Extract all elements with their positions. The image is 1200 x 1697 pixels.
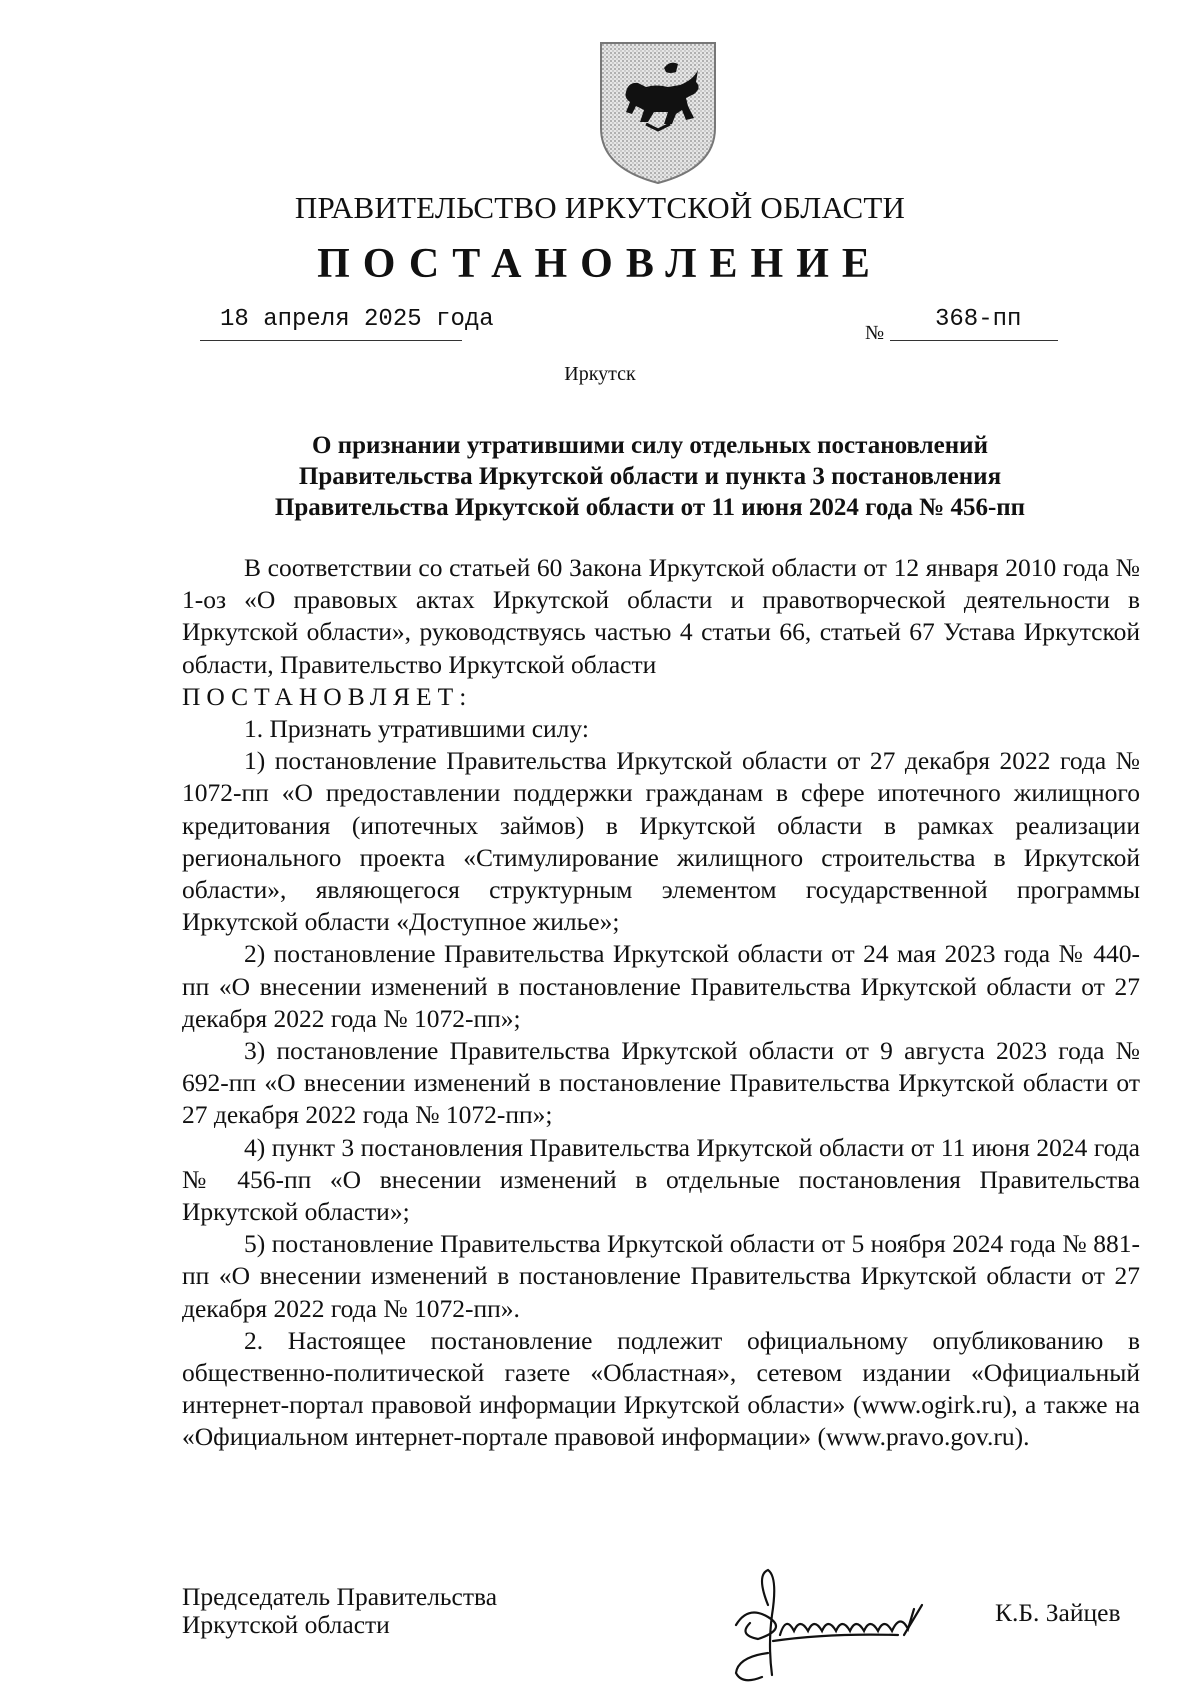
clause-2: 2. Настоящее постановление подлежит официальному опубликованию в общественно-политической газете «Областная», сетевом издании «Официальный интернет-портал правовой информации Иркутской области» (www.ogirk.ru), а также на «Официальном интернет-портале правовой информации» (www.pravo.gov.ru).: [182, 1325, 1140, 1452]
subject-line: Правительства Иркутской области от 11 июня 2024 года № 456-пп: [274, 494, 1026, 521]
document-subject: [210, 430, 1090, 523]
signer-position-line: Председатель Правительства: [182, 1582, 498, 1611]
resolves-word: ПОСТАНОВЛЯЕТ:: [182, 681, 473, 711]
signer-name: К.Б. Зайцев: [995, 1598, 1121, 1627]
signer-position: [182, 1583, 497, 1639]
government-name: ПРАВИТЕЛЬСТВО ИРКУТСКОЙ ОБЛАСТИ: [294, 190, 906, 225]
city-name: Иркутск: [564, 363, 636, 385]
document-type-title: ПОСТАНОВЛЕНИЕ: [317, 241, 883, 287]
document-body: [182, 552, 1140, 1454]
preamble-paragraph: В соответствии со статьей 60 Закона Иркутской области от 12 января 2010 года № 1-оз «О правовых актах Иркутской области и правотворческой деятельности в Иркутской области», руководствуясь частью 4 статьи 66, статьей 67 Устава Иркутской области, Правительство Иркутской области: [182, 553, 1140, 679]
subject-line: Правительства Иркутской области и пункта 3 постановления: [298, 463, 1002, 490]
subclause-1-2: 2) постановление Правительства Иркутской области от 24 мая 2023 года № 440-пп «О внесении изменений в постановление Правительства Иркутской области от 27 декабря 2022 года № 1072-пп»;: [182, 939, 1140, 1033]
subclause-1-3: 3) постановление Правительства Иркутской области от 9 августа 2023 года № 692-пп «О внесении изменений в постановление Правительства Иркутской области от 27 декабря 2022 года № 1072-пп»;: [182, 1036, 1140, 1130]
subject-line: О признании утратившими силу отдельных постановлений: [312, 432, 988, 459]
document-date: 18 апреля 2025 года: [220, 306, 494, 333]
irkutsk-coat-of-arms-icon: [598, 40, 718, 186]
subclause-1-4: 4) пункт 3 постановления Правительства Иркутской области от 11 июня 2024 года № 456-пп «О внесении изменений в отдельные постановления Правительства Иркутской области»;: [182, 1132, 1140, 1227]
document-number: 368-пп: [935, 306, 1022, 333]
clause-1: 1. Признать утратившими силу:: [244, 714, 589, 744]
number-sign: №: [865, 322, 885, 344]
handwritten-signature-icon: [728, 1565, 998, 1687]
subclause-1-1: 1) постановление Правительства Иркутской области от 27 декабря 2022 года № 1072-пп «О предоставлении поддержки гражданам в сфере ипотечного жилищного кредитования (ипотечных займов) в Иркутской области в рамках реализации регионального проекта «Стимулирование жилищного строительства в Иркутской области», являющегося структурным элементом государственной программы Иркутской области «Доступное жилье»;: [182, 746, 1140, 937]
signer-position-line: Иркутской области: [182, 1610, 390, 1639]
subclause-1-5: 5) постановление Правительства Иркутской области от 5 ноября 2024 года № 881-пп «О внесении изменений в постановление Правительства Иркутской области от 27 декабря 2022 года № 1072-пп».: [182, 1229, 1140, 1323]
